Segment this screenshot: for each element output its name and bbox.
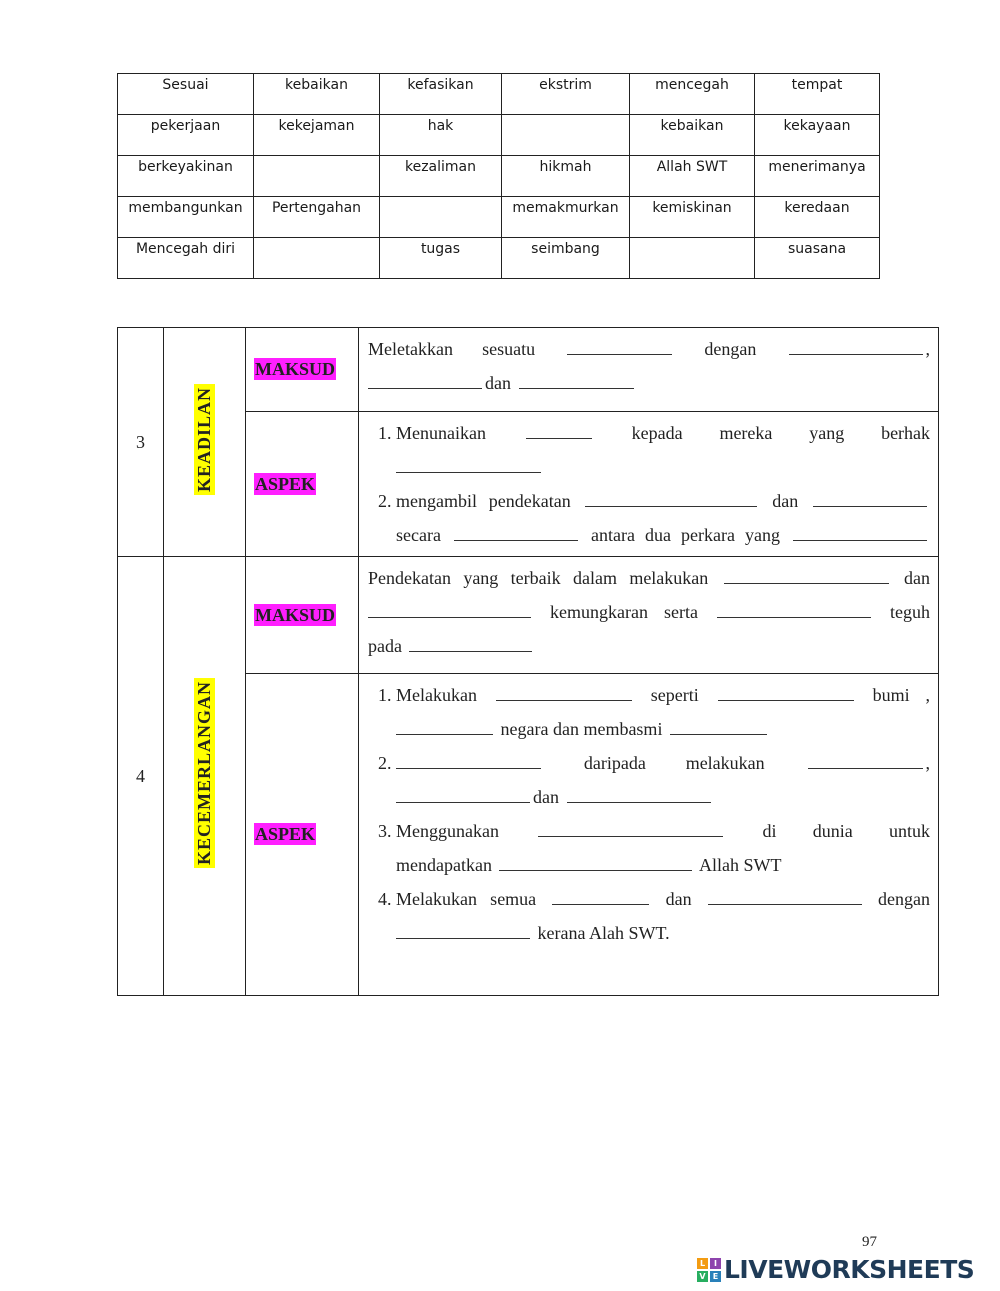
- blank-input[interactable]: [368, 599, 531, 618]
- word-bank-row: [118, 74, 880, 115]
- blank-input[interactable]: [454, 522, 578, 541]
- blank-input[interactable]: [519, 370, 634, 389]
- text-fragment: dan: [665, 889, 692, 909]
- logo-letter: L: [697, 1258, 708, 1269]
- blank-input[interactable]: [396, 784, 530, 803]
- blank-input[interactable]: [567, 336, 672, 355]
- word-bank-word[interactable]: memakmurkan: [502, 197, 630, 238]
- word-bank-word[interactable]: hikmah: [502, 156, 630, 197]
- word-bank-row: [118, 156, 880, 197]
- theme-cell: [164, 557, 246, 996]
- text-fragment: kemungkaran serta: [550, 602, 698, 622]
- content-table: [117, 327, 939, 996]
- text-fragment: ,: [925, 685, 931, 705]
- aspek-label: ASPEK: [255, 824, 316, 844]
- text-fragment: Melakukan semua: [396, 889, 537, 909]
- aspek-list: [368, 678, 930, 950]
- text-fragment: Menggunakan: [396, 821, 499, 841]
- text-fragment: seperti: [650, 685, 699, 705]
- list-item: [396, 882, 930, 950]
- text-fragment: dengan: [878, 889, 931, 909]
- blank-input[interactable]: [396, 920, 530, 939]
- text-fragment: kerana Alah SWT.: [537, 923, 670, 943]
- blank-input[interactable]: [526, 420, 592, 439]
- word-bank-empty-cell: [380, 197, 502, 238]
- section-number: 4: [118, 557, 164, 996]
- word-bank-row: [118, 115, 880, 156]
- blank-input[interactable]: [538, 818, 723, 837]
- word-bank-word[interactable]: mencegah: [630, 74, 755, 115]
- text-fragment: di: [762, 821, 777, 841]
- word-bank-row: [118, 197, 880, 238]
- text-fragment: teguh: [890, 602, 930, 622]
- word-bank-row: [118, 238, 880, 279]
- text-fragment: untuk: [889, 821, 931, 841]
- blank-input[interactable]: [368, 370, 482, 389]
- text-fragment: antara dua perkara yang: [591, 525, 780, 545]
- blank-input[interactable]: [708, 886, 862, 905]
- word-bank-empty-cell: [630, 238, 755, 279]
- blank-input[interactable]: [496, 682, 632, 701]
- text-fragment: ,: [925, 339, 931, 359]
- brand-footer[interactable]: [697, 1255, 974, 1284]
- liveworksheets-logo-icon: [697, 1258, 721, 1282]
- text-fragment: dengan: [704, 339, 757, 359]
- text-fragment: yang: [809, 423, 845, 443]
- text-fragment: dunia: [812, 821, 853, 841]
- word-bank-word[interactable]: kebaikan: [254, 74, 380, 115]
- blank-input[interactable]: [670, 716, 767, 735]
- word-bank-word[interactable]: Allah SWT: [630, 156, 755, 197]
- text-fragment: Menunaikan: [396, 423, 486, 443]
- word-bank-word[interactable]: menerimanya: [755, 156, 880, 197]
- text-fragment: mereka: [719, 423, 773, 443]
- aspek-text: [359, 412, 939, 557]
- word-bank-empty-cell: [254, 238, 380, 279]
- word-bank-word[interactable]: tugas: [380, 238, 502, 279]
- word-bank-word[interactable]: berkeyakinan: [118, 156, 254, 197]
- text-fragment: daripada: [583, 753, 646, 773]
- text-fragment: dan: [485, 373, 511, 393]
- blank-input[interactable]: [409, 633, 532, 652]
- maksud-label-cell: [246, 328, 359, 412]
- logo-letter: V: [697, 1271, 708, 1282]
- blank-input[interactable]: [724, 565, 889, 584]
- word-bank-word[interactable]: ekstrim: [502, 74, 630, 115]
- blank-input[interactable]: [808, 750, 923, 769]
- text-fragment: sesuatu: [482, 339, 536, 359]
- list-item: [396, 814, 930, 882]
- blank-input[interactable]: [396, 750, 541, 769]
- word-bank-word[interactable]: tempat: [755, 74, 880, 115]
- text-fragment: negara dan membasmi: [500, 719, 663, 739]
- blank-input[interactable]: [396, 454, 541, 473]
- word-bank-empty-cell: [502, 115, 630, 156]
- text-fragment: secara: [396, 525, 441, 545]
- maksud-label: MAKSUD: [255, 359, 335, 379]
- text-fragment: pada: [368, 636, 402, 656]
- blank-input[interactable]: [793, 522, 927, 541]
- maksud-text: [359, 557, 939, 674]
- section-number: 3: [118, 328, 164, 557]
- aspek-label: ASPEK: [255, 473, 316, 494]
- word-bank-word[interactable]: Mencegah diri: [118, 238, 254, 279]
- maksud-text: [359, 328, 939, 412]
- blank-input[interactable]: [396, 716, 493, 735]
- word-bank-word[interactable]: kezaliman: [380, 156, 502, 197]
- text-fragment: dan: [533, 787, 559, 807]
- text-fragment: mendapatkan: [396, 855, 492, 875]
- word-bank-word[interactable]: kemiskinan: [630, 197, 755, 238]
- aspek-list: [368, 416, 930, 552]
- word-bank-empty-cell: [254, 156, 380, 197]
- blank-input[interactable]: [552, 886, 649, 905]
- word-bank-word[interactable]: Sesuai: [118, 74, 254, 115]
- word-bank-word[interactable]: kefasikan: [380, 74, 502, 115]
- text-fragment: Melakukan: [396, 685, 477, 705]
- theme-label: KEADILAN: [194, 384, 215, 495]
- page-number: 97: [862, 1234, 877, 1250]
- text-fragment: melakukan: [685, 753, 765, 773]
- text-fragment: Allah SWT: [698, 855, 782, 875]
- text-fragment: berhak: [881, 423, 931, 443]
- logo-letter: I: [710, 1258, 721, 1269]
- blank-input[interactable]: [717, 599, 871, 618]
- maksud-label-cell: [246, 557, 359, 674]
- logo-letter: E: [710, 1271, 721, 1282]
- theme-cell: [164, 328, 246, 557]
- word-bank-word[interactable]: kekayaan: [755, 115, 880, 156]
- blank-input[interactable]: [499, 852, 692, 871]
- text-fragment: Pendekatan yang terbaik dalam melakukan: [368, 568, 709, 588]
- text-fragment: bumi: [872, 685, 910, 705]
- word-bank-word[interactable]: hak: [380, 115, 502, 156]
- aspek-label-cell: [246, 412, 359, 557]
- text-fragment: dan: [772, 491, 799, 511]
- list-item: [396, 416, 930, 484]
- word-bank-word[interactable]: suasana: [755, 238, 880, 279]
- aspek-label-cell: [246, 674, 359, 996]
- list-item: [396, 678, 930, 746]
- text-fragment: dan: [904, 568, 931, 588]
- text-fragment: Meletakkan: [368, 339, 453, 359]
- brand-name: LIVEWORKSHEETS: [724, 1255, 975, 1284]
- word-bank-word[interactable]: Pertengahan: [254, 197, 380, 238]
- text-fragment: ,: [925, 753, 931, 773]
- section-3-maksud-row: [118, 328, 939, 412]
- section-4-maksud-row: [118, 557, 939, 674]
- blank-input[interactable]: [718, 682, 854, 701]
- word-bank-table: [117, 73, 880, 279]
- word-bank-word[interactable]: membangunkan: [118, 197, 254, 238]
- list-item: [396, 484, 930, 552]
- text-fragment: mengambil pendekatan: [396, 491, 571, 511]
- word-bank-word[interactable]: pekerjaan: [118, 115, 254, 156]
- word-bank-word[interactable]: kebaikan: [630, 115, 755, 156]
- theme-label: KECEMERLANGAN: [194, 678, 215, 868]
- blank-input[interactable]: [789, 336, 923, 355]
- blank-input[interactable]: [567, 784, 711, 803]
- aspek-text: [359, 674, 939, 996]
- blank-input[interactable]: [585, 488, 757, 507]
- list-item: [396, 746, 930, 814]
- word-bank-word[interactable]: seimbang: [502, 238, 630, 279]
- blank-input[interactable]: [813, 488, 927, 507]
- word-bank-word[interactable]: keredaan: [755, 197, 880, 238]
- word-bank-word[interactable]: kekejaman: [254, 115, 380, 156]
- maksud-label: MAKSUD: [255, 604, 335, 625]
- text-fragment: kepada: [631, 423, 683, 443]
